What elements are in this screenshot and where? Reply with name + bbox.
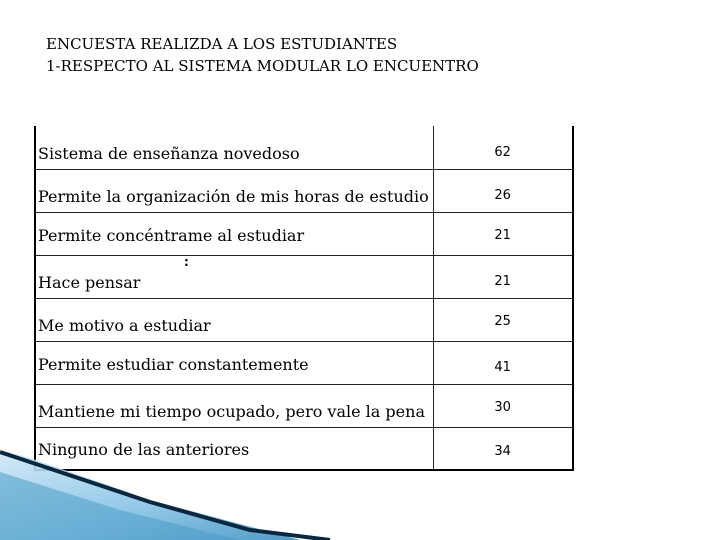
- row-value: 25: [434, 298, 573, 341]
- table-row: [35, 341, 573, 384]
- row-value: 41: [434, 341, 573, 384]
- slide-title: [46, 33, 479, 77]
- title-line-2: 1-RESPECTO AL SISTEMA MODULAR LO ENCUENTRO: [46, 57, 479, 75]
- row-value: 21: [434, 212, 573, 255]
- row-label: Sistema de enseñanza novedoso: [35, 126, 434, 169]
- row-label: Permite la organización de mis horas de estudio: [35, 169, 434, 212]
- row-label: Ninguno de las anteriores: [35, 427, 434, 470]
- row-value: 62: [434, 126, 573, 169]
- row-label: Me motivo a estudiar: [35, 298, 434, 341]
- title-line-1: ENCUESTA REALIZDA A LOS ESTUDIANTES: [46, 35, 398, 53]
- row-value: 26: [434, 169, 573, 212]
- table-row: [35, 126, 573, 169]
- row-value: 34: [434, 427, 573, 470]
- corner-wave-decoration: [0, 450, 360, 540]
- row-label: Mantiene mi tiempo ocupado, pero vale la pena: [35, 384, 434, 427]
- row-label: Permite estudiar constantemente: [35, 341, 434, 384]
- table-row: [35, 298, 573, 341]
- row-value: 21: [434, 255, 573, 298]
- table-row: [35, 169, 573, 212]
- table-row: [35, 384, 573, 427]
- survey-results-table: [34, 126, 574, 471]
- row-label: Permite concéntrame al estudiar: [35, 212, 434, 255]
- table-row: [35, 212, 573, 255]
- row-label: Hace pensar: [35, 255, 434, 298]
- row-value: 30: [434, 384, 573, 427]
- table-row: [35, 255, 573, 298]
- stray-colon-mark: :: [184, 255, 189, 269]
